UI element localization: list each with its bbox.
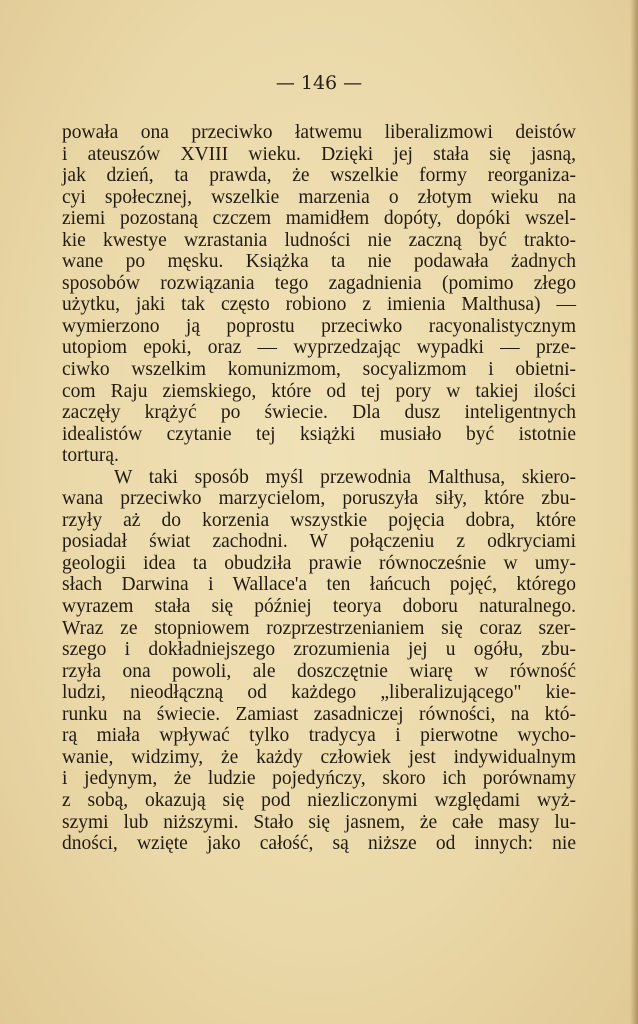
text-line: cyi społecznej, wszelkie marzenia o złotym wieku na <box>62 186 576 208</box>
text-line: jak dzień, ta prawda, że wszelkie formy reorganiza- <box>62 165 576 187</box>
page-number: — 146 — <box>275 72 363 94</box>
text-line: słach Darwina i Wallace'a ten łańcuch pojęć, którego <box>62 574 576 596</box>
text-line: z sobą, okazują się pod niezliczonymi względami wyż- <box>62 789 576 811</box>
text-line: wana przeciwko marzycielom, poruszyła siły, które zbu- <box>62 488 576 510</box>
text-line: com Raju ziemskiego, które od tej pory w takiej ilości <box>62 380 576 402</box>
body-text <box>62 122 576 855</box>
text-line: geologii idea ta obudziła prawie równocześnie w umy- <box>62 552 576 574</box>
text-line: dności, wzięte jako całość, są niższe od innych: nie <box>62 833 576 855</box>
text-line: wyrazem stała się później teorya doboru naturalnego. <box>62 596 576 618</box>
text-line: torturą. <box>62 445 119 467</box>
text-line: ziemi pozostaną czczem mamidłem dopóty, dopóki wszel- <box>62 208 576 230</box>
text-line: wanie, widzimy, że każdy człowiek jest indywidualnym <box>62 746 576 768</box>
page-edge-shadow <box>630 0 638 1024</box>
text-line: utopiom epoki, oraz — wyprzedzając wypadki — prze- <box>62 337 576 359</box>
text-line: i ateuszów XVIII wieku. Dzięki jej stała się jasną, <box>62 143 576 165</box>
text-line: kie kwestye wzrastania ludności nie zaczną być trakto- <box>62 229 576 251</box>
text-line: rzyła ona powoli, ale doszczętnie wiarę w równość <box>62 660 576 682</box>
text-line: ludzi, nieodłączną od każdego „liberalizującego" kie- <box>62 682 576 704</box>
text-line: Wraz ze stopniowem rozprzestrzenianiem się coraz szer- <box>62 617 576 639</box>
text-line: szymi lub niższymi. Stało się jasnem, że całe masy lu- <box>62 811 576 833</box>
text-line: idealistów czytanie tej książki musiało być istotnie <box>62 423 576 445</box>
text-line: rą miała wpływać tylko tradycya i pierwotne wycho- <box>62 725 576 747</box>
text-line: wane po męsku. Książka ta nie podawała żadnych <box>62 251 576 273</box>
text-line: powała ona przeciwko łatwemu liberalizmowi deistów <box>62 122 576 143</box>
text-line: sposobów rozwiązania tego zagadnienia (pomimo złego <box>62 272 576 294</box>
text-line: i jedynym, że ludzie pojedyńczy, skoro ich porównamy <box>62 768 576 790</box>
text-line: wymierzono ją poprostu przeciwko racyonalistycznym <box>62 315 576 337</box>
text-line: ciwko wszelkim komunizmom, socyalizmom i obietni- <box>62 359 576 381</box>
text-line: użytku, jaki tak często robiono z imienia Malthusa) — <box>62 294 576 316</box>
text-line: rzyły aż do korzenia wszystkie pojęcia dobra, które <box>62 509 576 531</box>
text-line: W taki sposób myśl przewodnia Malthusa, skiero- <box>114 466 576 488</box>
text-line: szego i dokładniejszego zrozumienia jej u ogółu, zbu- <box>62 639 576 661</box>
text-line: posiadał świat zachodni. W połączeniu z odkryciami <box>62 531 576 553</box>
text-line: zaczęły krążyć po świecie. Dla dusz inteligentnych <box>62 402 576 424</box>
text-line: runku na świecie. Zamiast zasadniczej równości, na któ- <box>62 703 576 725</box>
